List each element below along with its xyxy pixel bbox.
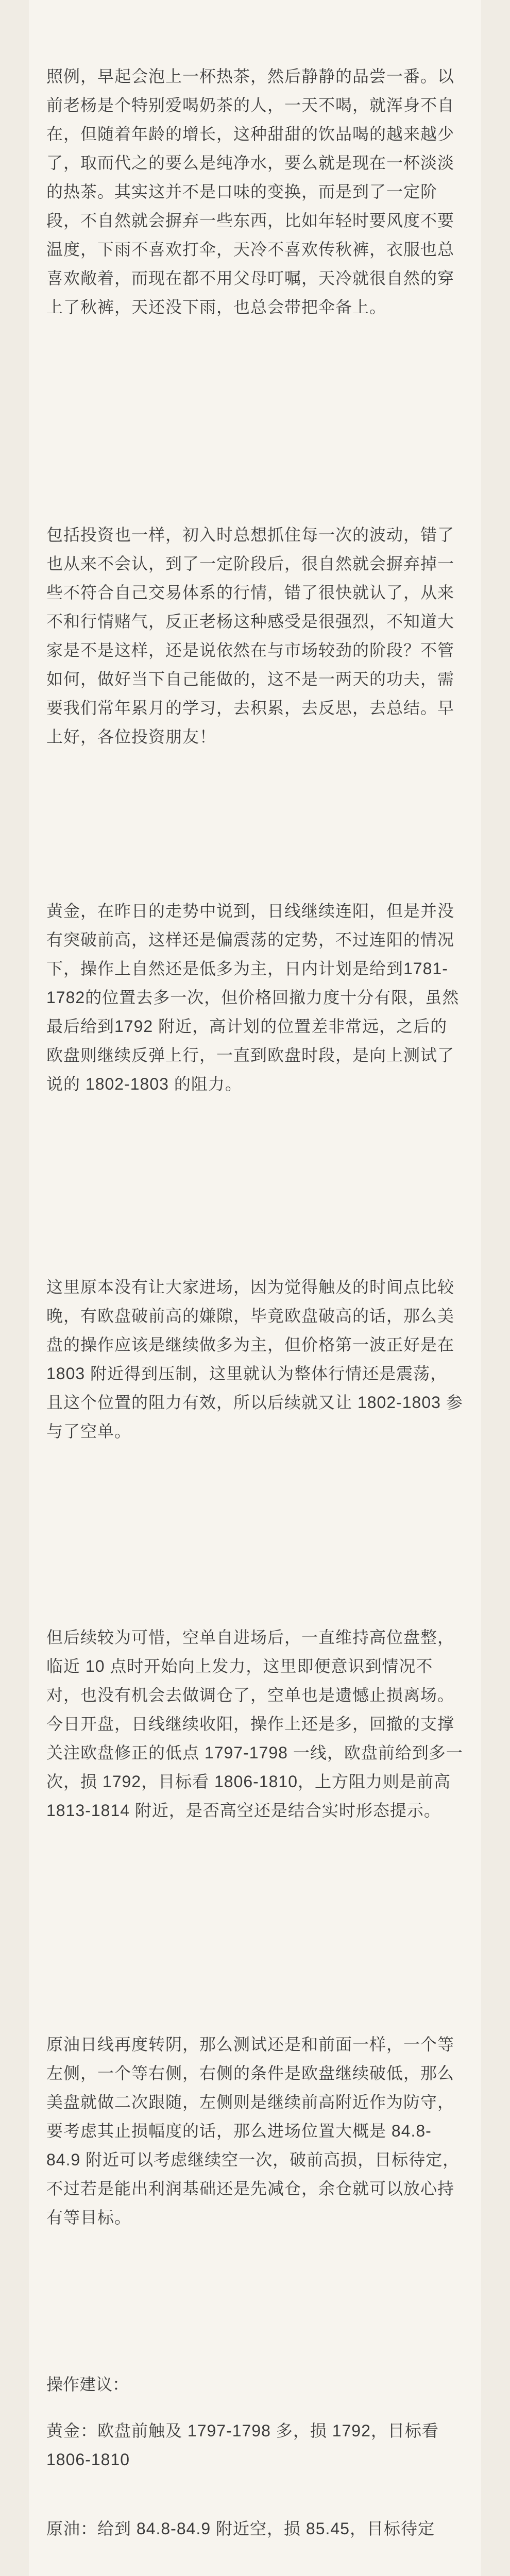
intro-paragraph: 照例，早起会泡上一杯热茶，然后静静的品尝一番。以前老杨是个特别爱喝奶茶的人，一天不喝，就浑身不自在，但随着年龄的增长，这种甜甜的饮品喝的越来越少了，取而代之的要么是纯净水，要么就是现在一杯淡淡的热茶。其实这并不是口味的变换，而是到了一定阶段，不自然就会摒弃一些东西，比如年轻时要风度不要温度，下雨不喜欢打伞，天冷不喜欢传秋裤，衣服也总喜欢敞着，而现在都不用父母叮嘱，天冷就很自然的穿上了秋裤，天还没下雨，也总会带把伞备上。 [46,67,455,316]
advice-oil: 原油：给到 84.8-84.9 附近空，损 85.45，目标待定 [46,2519,435,2538]
advice-gold: 黄金：欧盘前触及 1797-1798 多，损 1792，目标看 1806-1810 [46,2421,439,2469]
gold-plan-paragraph: 但后续较为可惜，空单自进场后，一直维持高位盘整，临近 10 点时开始向上发力，这里即便意识到情况不对，也没有机会去做调仓了，空单也是遗憾止损离场。今日开盘，日线继续收阳，操作上还是多，回撤的支撑关注欧盘修正的低点 1797-1798 一线，欧盘前给到多一次，损 1792，目标看 1806-1810，上方阻力则是前高 1813-1814 附近，是否高空还是结合实时形态提示。 [46,1628,463,1820]
investment-paragraph: 包括投资也一样，初入时总想抓住每一次的波动，错了也从来不会认，到了一定阶段后，很自然就会摒弃掉一些不符合自己交易体系的行情，错了很快就认了，从来不和行情赌气，反正老杨这种感受是很强烈，不知道大家是不是这样，还是说依然在与市场较劲的阶段？不管如何，做好当下自己能做的，这不是一两天的功夫，需要我们常年累月的学习，去积累，去反思，去总结。早上好，各位投资朋友！ [46,526,455,746]
gold-recap-paragraph: 黄金，在昨日的走势中说到，日线继续连阳，但是并没有突破前高，这样还是偏震荡的定势，不过连阳的情况下，操作上自然还是低多为主，日内计划是给到1781-1782的位置去多一次，但价格回撤力度十分有限，虽然最后给到1792 附近，高计划的位置差非常远，之后的欧盘则继续反弹上行，一直到欧盘时段，是向上测试了说的 1802-1803 的阻力。 [46,902,460,1093]
gold-entry-paragraph: 这里原本没有让大家进场，因为觉得触及的时间点比较晚，有欧盘破前高的嫌隙，毕竟欧盘破高的话，那么美盘的操作应该是继续做多为主，但价格第一波正好是在 1803 附近得到压制，这里就认为整体行情还是震荡，且这个位置的阻力有效，所以后续就又让 1802-1803 参与了空单。 [46,1278,463,1440]
oil-plan-paragraph: 原油日线再度转阴，那么测试还是和前面一样，一个等左侧，一个等右侧，右侧的条件是欧盘继续破低，那么美盘就做二次跟随，左侧则是继续前高附近作为防守，要考虑其止损幅度的话，那么进场位置大概是 84.8-84.9 附近可以考虑继续空一次，破前高损，目标待定，不过若是能出利润基础还是先减仓，余仓就可以放心持有等目标。 [46,2035,460,2227]
advice-heading: 操作建议： [46,2375,129,2394]
